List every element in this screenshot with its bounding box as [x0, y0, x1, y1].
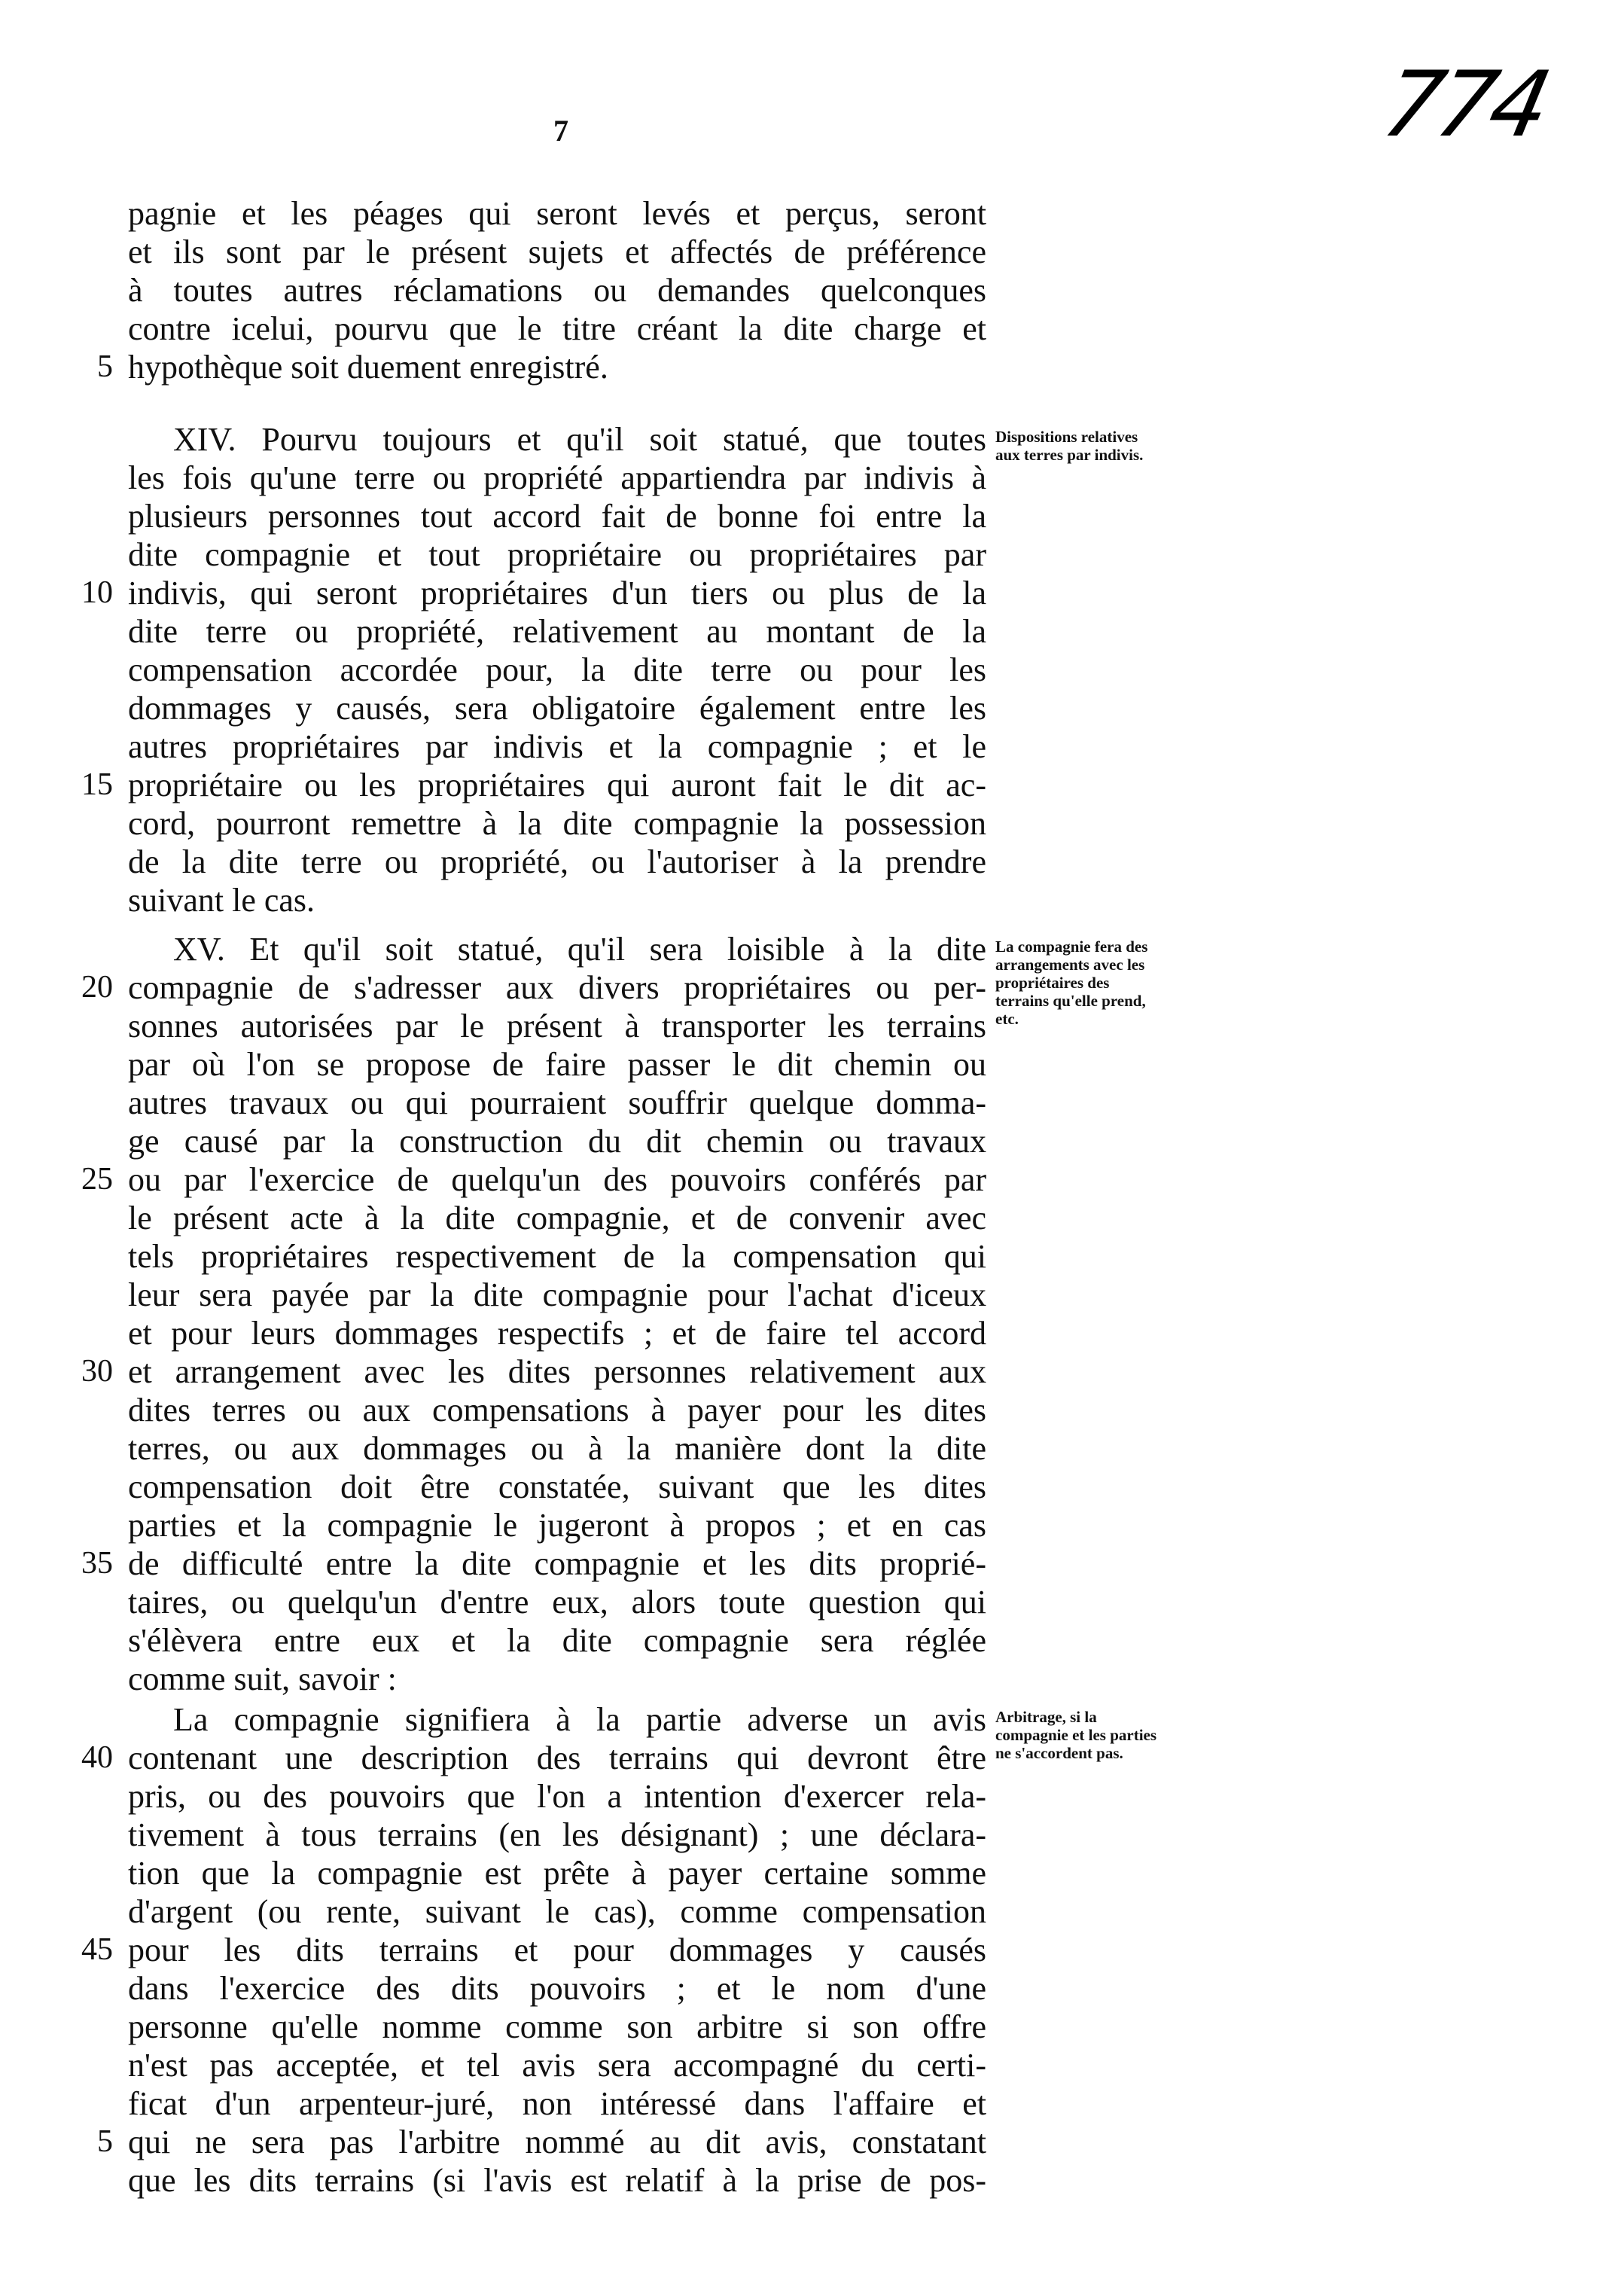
line-number: 15 — [81, 767, 113, 802]
text-line: d'argent (ou rente, suivant le cas), comme compensation — [128, 1893, 986, 1930]
line-number: 20 — [81, 970, 113, 1005]
line-number: 35 — [81, 1546, 113, 1581]
text-line: parties et la compagnie le jugeront à propos ; et en cas — [128, 1507, 986, 1544]
text-line: 40 contenant une description des terrains qui devront être — [128, 1739, 986, 1777]
page-number: 7 — [553, 114, 568, 148]
text-line: comme suit, savoir : — [128, 1660, 397, 1697]
text-line: 35 de difficulté entre la dite compagnie et les dits proprié- — [128, 1544, 986, 1583]
text-line: n'est pas acceptée, et tel avis sera accompagné du certi- — [128, 2047, 986, 2084]
text-line: XV. Et qu'il soit statué, qu'il sera loisible à la dite — [173, 931, 986, 968]
text-line: dite compagnie et tout propriétaire ou propriétaires par — [128, 536, 986, 573]
margin-note-arrangements: La compagnie fera des arrangements avec les propriétaires des terrains qu'elle prend, etc. — [995, 938, 1148, 1028]
section-xv — [81, 930, 986, 1698]
text-line: La compagnie signifiera à la partie adverse un avis — [173, 1701, 986, 1738]
text-line: et pour leurs dommages respectifs ; et de faire tel accord — [128, 1315, 986, 1352]
text-line: personne qu'elle nomme comme son arbitre si son offre — [128, 2008, 986, 2045]
text-line: dans l'exercice des dits pouvoirs ; et le nom d'une — [128, 1970, 986, 2007]
text-line: suivant le cas. — [128, 882, 315, 919]
text-line: 25 ou par l'exercice de quelqu'un des pouvoirs conférés par — [128, 1160, 986, 1199]
text-line: tels propriétaires respectivement de la compensation qui — [128, 1238, 986, 1275]
margin-note-indivis: Dispositions relatives aux terres par indivis. — [995, 428, 1144, 464]
text-line: ge causé par la construction du dit chemin ou travaux — [128, 1123, 986, 1160]
text-line: 45 pour les dits terrains et pour dommages y causés — [128, 1931, 986, 1969]
text-line: ficat d'un arpenteur-juré, non intéressé dans l'affaire et — [128, 2085, 986, 2122]
text-line: pris, ou des pouvoirs que l'on a intention d'exercer rela- — [128, 1778, 986, 1815]
text-line: 30 et arrangement avec les dites personnes relativement aux — [128, 1352, 986, 1391]
text-line: cord, pourront remettre à la dite compagnie la possession — [128, 805, 986, 842]
line-number: 30 — [81, 1354, 113, 1389]
text-line: dite terre ou propriété, relativement au montant de la — [128, 613, 986, 650]
text-line: 15 propriétaire ou les propriétaires qui auront fait le dit ac- — [128, 766, 986, 804]
text-line: contre icelui, pourvu que le titre créant la dite charge et — [128, 310, 986, 347]
text-line: XIV. Pourvu toujours et qu'il soit statué, que toutes — [173, 421, 986, 458]
margin-note-arbitrage: Arbitrage, si la compagnie et les parties ne s'accordent pas. — [995, 1708, 1157, 1762]
text-line: terres, ou aux dommages ou à la manière dont la dite — [128, 1430, 986, 1467]
text-line: les fois qu'une terre ou propriété appartiendra par indivis à — [128, 459, 986, 496]
text-line: que les dits terrains (si l'avis est relatif à la prise de pos- — [128, 2162, 986, 2199]
text-line: autres propriétaires par indivis et la compagnie ; et le — [128, 728, 986, 765]
text-line: pagnie et les péages qui seront levés et perçus, seront — [128, 195, 986, 232]
text-line: 20 compagnie de s'adresser aux divers propriétaires ou per- — [128, 968, 986, 1007]
text-line: par où l'on se propose de faire passer le dit chemin ou — [128, 1046, 986, 1083]
arbitration-paragraph — [81, 1700, 986, 2200]
text-line: 5 hypothèque soit duement enregistré. — [128, 348, 986, 386]
text-line: compensation doit être constatée, suivant que les dites — [128, 1468, 986, 1505]
line-number: 5 — [97, 349, 113, 384]
line-number: 5 — [97, 2124, 113, 2159]
line-number: 45 — [81, 1932, 113, 1967]
text-line: tivement à tous terrains (en les désignant) ; une déclara- — [128, 1816, 986, 1853]
text-line: compensation accordée pour, la dite terre ou pour les — [128, 651, 986, 688]
text-line: dommages y causés, sera obligatoire également entre les — [128, 690, 986, 727]
text-line: plusieurs personnes tout accord fait de bonne foi entre la — [128, 498, 986, 535]
text-line: taires, ou quelqu'un d'entre eux, alors toute question qui — [128, 1584, 986, 1621]
line-number: 40 — [81, 1740, 113, 1775]
text-line: à toutes autres réclamations ou demandes quelconques — [128, 272, 986, 309]
text-line: s'élèvera entre eux et la dite compagnie sera réglée — [128, 1622, 986, 1659]
line-number: 25 — [81, 1162, 113, 1197]
text-line: et ils sont par le présent sujets et affectés de préférence — [128, 233, 986, 270]
text-line: 5 qui ne sera pas l'arbitre nommé au dit avis, constatant — [128, 2123, 986, 2161]
text-line: 10 indivis, qui seront propriétaires d'un tiers ou plus de la — [128, 574, 986, 612]
text-line: sonnes autorisées par le présent à transporter les terrains — [128, 1008, 986, 1044]
handwritten-folio-number: 774 — [1374, 53, 1556, 157]
text-line: de la dite terre ou propriété, ou l'autoriser à la prendre — [128, 843, 986, 880]
text-line: autres travaux ou qui pourraient souffrir quelque domma- — [128, 1084, 986, 1121]
paragraph-continuation — [97, 194, 986, 386]
text-line: leur sera payée par la dite compagnie pour l'achat d'iceux — [128, 1276, 986, 1313]
section-xiv — [81, 420, 986, 919]
text-line: tion que la compagnie est prête à payer certaine somme — [128, 1855, 986, 1892]
line-number: 10 — [81, 575, 113, 610]
text-line: le présent acte à la dite compagnie, et de convenir avec — [128, 1200, 986, 1236]
text-line: dites terres ou aux compensations à payer pour les dites — [128, 1392, 986, 1429]
